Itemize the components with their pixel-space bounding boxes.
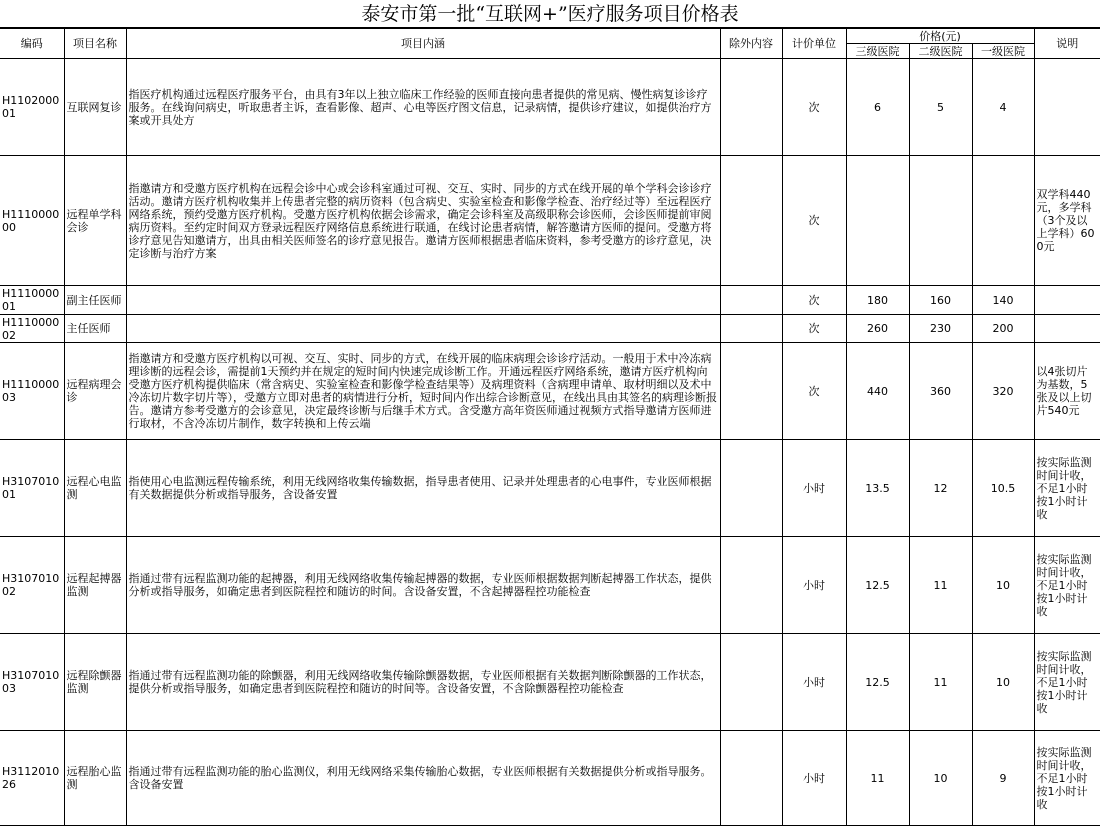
- header-level3: 三级医院: [846, 44, 909, 59]
- page-title: 泰安市第一批“互联网+”医疗服务项目价格表: [0, 0, 1100, 28]
- header-level2: 二级医院: [909, 44, 972, 59]
- content-cell: 指医疗机构通过远程医疗服务平台，由具有3年以上独立临床工作经验的医师直接向患者提供的常见病、慢性病复诊诊疗服务。在线询问病史，听取患者主诉，查看影像、超声、心电等医疗图文信息，记录病情，提供诊疗建议，如提供治疗方案或开具处方: [126, 59, 720, 156]
- content-cell: 指通过带有远程监测功能的起搏器，利用无线网络收集传输起搏器的数据，专业医师根据数据判断起搏器工作状态，提供分析或指导服务，如确定患者到医院程控和随访的时间。含设备安置，不含起搏器程控功能检查: [126, 537, 720, 634]
- price-level2-cell: 160: [909, 286, 972, 315]
- excluded-cell: [720, 537, 782, 634]
- header-content: 项目内涵: [126, 29, 720, 59]
- content-cell: [126, 315, 720, 343]
- note-cell: 按实际监测时间计收，不足1小时按1小时计收: [1034, 537, 1100, 634]
- price-level1-cell: [972, 156, 1034, 286]
- table-row: [0, 59, 1100, 156]
- price-level3-cell: 13.5: [846, 440, 909, 537]
- name-cell: 主任医师: [64, 315, 126, 343]
- note-cell: 按实际监测时间计收，不足1小时按1小时计收: [1034, 731, 1100, 826]
- header-name: 项目名称: [64, 29, 126, 59]
- price-level2-cell: 230: [909, 315, 972, 343]
- name-cell: 远程除颤器监测: [64, 634, 126, 731]
- price-level3-cell: 12.5: [846, 634, 909, 731]
- price-level2-cell: 360: [909, 343, 972, 440]
- content-cell: 指通过带有远程监测功能的除颤器，利用无线网络收集传输除颤器数据，专业医师根据有关数据判断除颤器的工作状态，提供分析或指导服务，如确定患者到医院程控和随访的时间等。含设备安置，不含除颤器程控功能检查: [126, 634, 720, 731]
- code-cell: H310701002: [0, 537, 64, 634]
- name-cell: 远程病理会诊: [64, 343, 126, 440]
- content-cell: 指通过带有远程监测功能的胎心监测仪，利用无线网络采集传输胎心数据，专业医师根据有关数据提供分析或指导服务。含设备安置: [126, 731, 720, 826]
- price-level1-cell: 10.5: [972, 440, 1034, 537]
- content-cell: 指邀请方和受邀方医疗机构以可视、交互、实时、同步的方式，在线开展的临床病理会诊诊疗活动。一般用于术中冷冻病理诊断的远程会诊，需提前1天预约并在规定的短时间内快速完成诊断工作。开通远程医疗网络系统，邀请方医疗机构向受邀方医疗机构提供临床（常含病史、实验室检查和影像学检查结果等）及病理资料（含病理申请单、取材明细以及术中冷冻切片数字切片等），受邀方立即对患者的病情进行分析，短时间内作出综合诊断意见，在线出具由其签名的病理诊断报告。邀请方参考受邀方的会诊意见，决定最终诊断与后继手术方式。含受邀方高年资医师通过视频方式指导邀请方医师进行取材，不含冷冻切片制作，数字转换和上传云端: [126, 343, 720, 440]
- excluded-cell: [720, 634, 782, 731]
- excluded-cell: [720, 343, 782, 440]
- table-row: [0, 156, 1100, 286]
- unit-cell: 次: [782, 315, 846, 343]
- price-level2-cell: 5: [909, 59, 972, 156]
- price-level1-cell: 10: [972, 537, 1034, 634]
- table-row: [0, 286, 1100, 315]
- unit-cell: 小时: [782, 731, 846, 826]
- name-cell: 远程胎心监测: [64, 731, 126, 826]
- name-cell: 远程心电监测: [64, 440, 126, 537]
- price-level3-cell: 180: [846, 286, 909, 315]
- code-cell: H310701003: [0, 634, 64, 731]
- code-cell: H310701001: [0, 440, 64, 537]
- header-code: 编码: [0, 29, 64, 59]
- unit-cell: 次: [782, 286, 846, 315]
- excluded-cell: [720, 731, 782, 826]
- unit-cell: 小时: [782, 440, 846, 537]
- price-level2-cell: 11: [909, 634, 972, 731]
- table-row: [0, 634, 1100, 731]
- unit-cell: 小时: [782, 537, 846, 634]
- price-level3-cell: 440: [846, 343, 909, 440]
- price-level2-cell: 12: [909, 440, 972, 537]
- content-cell: 指使用心电监测远程传输系统，利用无线网络收集传输数据，指导患者使用、记录并处理患者的心电事件，专业医师根据有关数据提供分析或指导服务，含设备安置: [126, 440, 720, 537]
- price-table: [0, 28, 1100, 826]
- price-level1-cell: 10: [972, 634, 1034, 731]
- table-row: [0, 315, 1100, 343]
- price-level3-cell: 11: [846, 731, 909, 826]
- price-level2-cell: [909, 156, 972, 286]
- price-level1-cell: 320: [972, 343, 1034, 440]
- price-level3-cell: [846, 156, 909, 286]
- note-cell: 以4张切片为基数，5张及以上切片540元: [1034, 343, 1100, 440]
- price-level3-cell: 12.5: [846, 537, 909, 634]
- unit-cell: 小时: [782, 634, 846, 731]
- table-row: [0, 537, 1100, 634]
- note-cell: 双学科440元，多学科（3个及以上学科）600元: [1034, 156, 1100, 286]
- name-cell: 远程起搏器监测: [64, 537, 126, 634]
- content-cell: [126, 286, 720, 315]
- code-cell: H111000002: [0, 315, 64, 343]
- table-row: [0, 343, 1100, 440]
- price-level2-cell: 11: [909, 537, 972, 634]
- code-cell: H111000000: [0, 156, 64, 286]
- excluded-cell: [720, 59, 782, 156]
- code-cell: H311201026: [0, 731, 64, 826]
- header-level1: 一级医院: [972, 44, 1034, 59]
- note-cell: [1034, 286, 1100, 315]
- price-level1-cell: 4: [972, 59, 1034, 156]
- excluded-cell: [720, 156, 782, 286]
- content-cell: 指邀请方和受邀方医疗机构在远程会诊中心或会诊科室通过可视、交互、实时、同步的方式在线开展的单个学科会诊诊疗活动。邀请方医疗机构收集并上传患者完整的病历资料（包含病史、实验室检查和影像学检查、治疗经过等）至远程医疗网络系统，预约受邀方医疗机构。受邀方医疗机构依据会诊需求，确定会诊科室及高级职称会诊医师，会诊医师提前审阅病历资料。至约定时间双方登录远程医疗网络信息系统进行联通，在线讨论患者病情，解答邀请方医师的提问。受邀方将诊疗意见告知邀请方，出具由相关医师签名的诊疗意见报告。邀请方医师根据患者临床资料，参考受邀方的诊疗意见，决定诊断与治疗方案: [126, 156, 720, 286]
- price-level1-cell: 9: [972, 731, 1034, 826]
- header-price-group: 价格(元): [846, 29, 1034, 44]
- excluded-cell: [720, 315, 782, 343]
- note-cell: [1034, 59, 1100, 156]
- excluded-cell: [720, 286, 782, 315]
- table-row: [0, 731, 1100, 826]
- code-cell: H111000003: [0, 343, 64, 440]
- unit-cell: 次: [782, 59, 846, 156]
- table-row: [0, 440, 1100, 537]
- note-cell: 按实际监测时间计收，不足1小时按1小时计收: [1034, 634, 1100, 731]
- name-cell: 远程单学科会诊: [64, 156, 126, 286]
- name-cell: 互联网复诊: [64, 59, 126, 156]
- price-level1-cell: 200: [972, 315, 1034, 343]
- unit-cell: 次: [782, 343, 846, 440]
- header-excluded: 除外内容: [720, 29, 782, 59]
- note-cell: 按实际监测时间计收，不足1小时按1小时计收: [1034, 440, 1100, 537]
- header-note: 说明: [1034, 29, 1100, 59]
- price-level2-cell: 10: [909, 731, 972, 826]
- price-level3-cell: 6: [846, 59, 909, 156]
- code-cell: H110200001: [0, 59, 64, 156]
- note-cell: [1034, 315, 1100, 343]
- header-unit: 计价单位: [782, 29, 846, 59]
- unit-cell: 次: [782, 156, 846, 286]
- price-level1-cell: 140: [972, 286, 1034, 315]
- name-cell: 副主任医师: [64, 286, 126, 315]
- excluded-cell: [720, 440, 782, 537]
- code-cell: H111000001: [0, 286, 64, 315]
- price-level3-cell: 260: [846, 315, 909, 343]
